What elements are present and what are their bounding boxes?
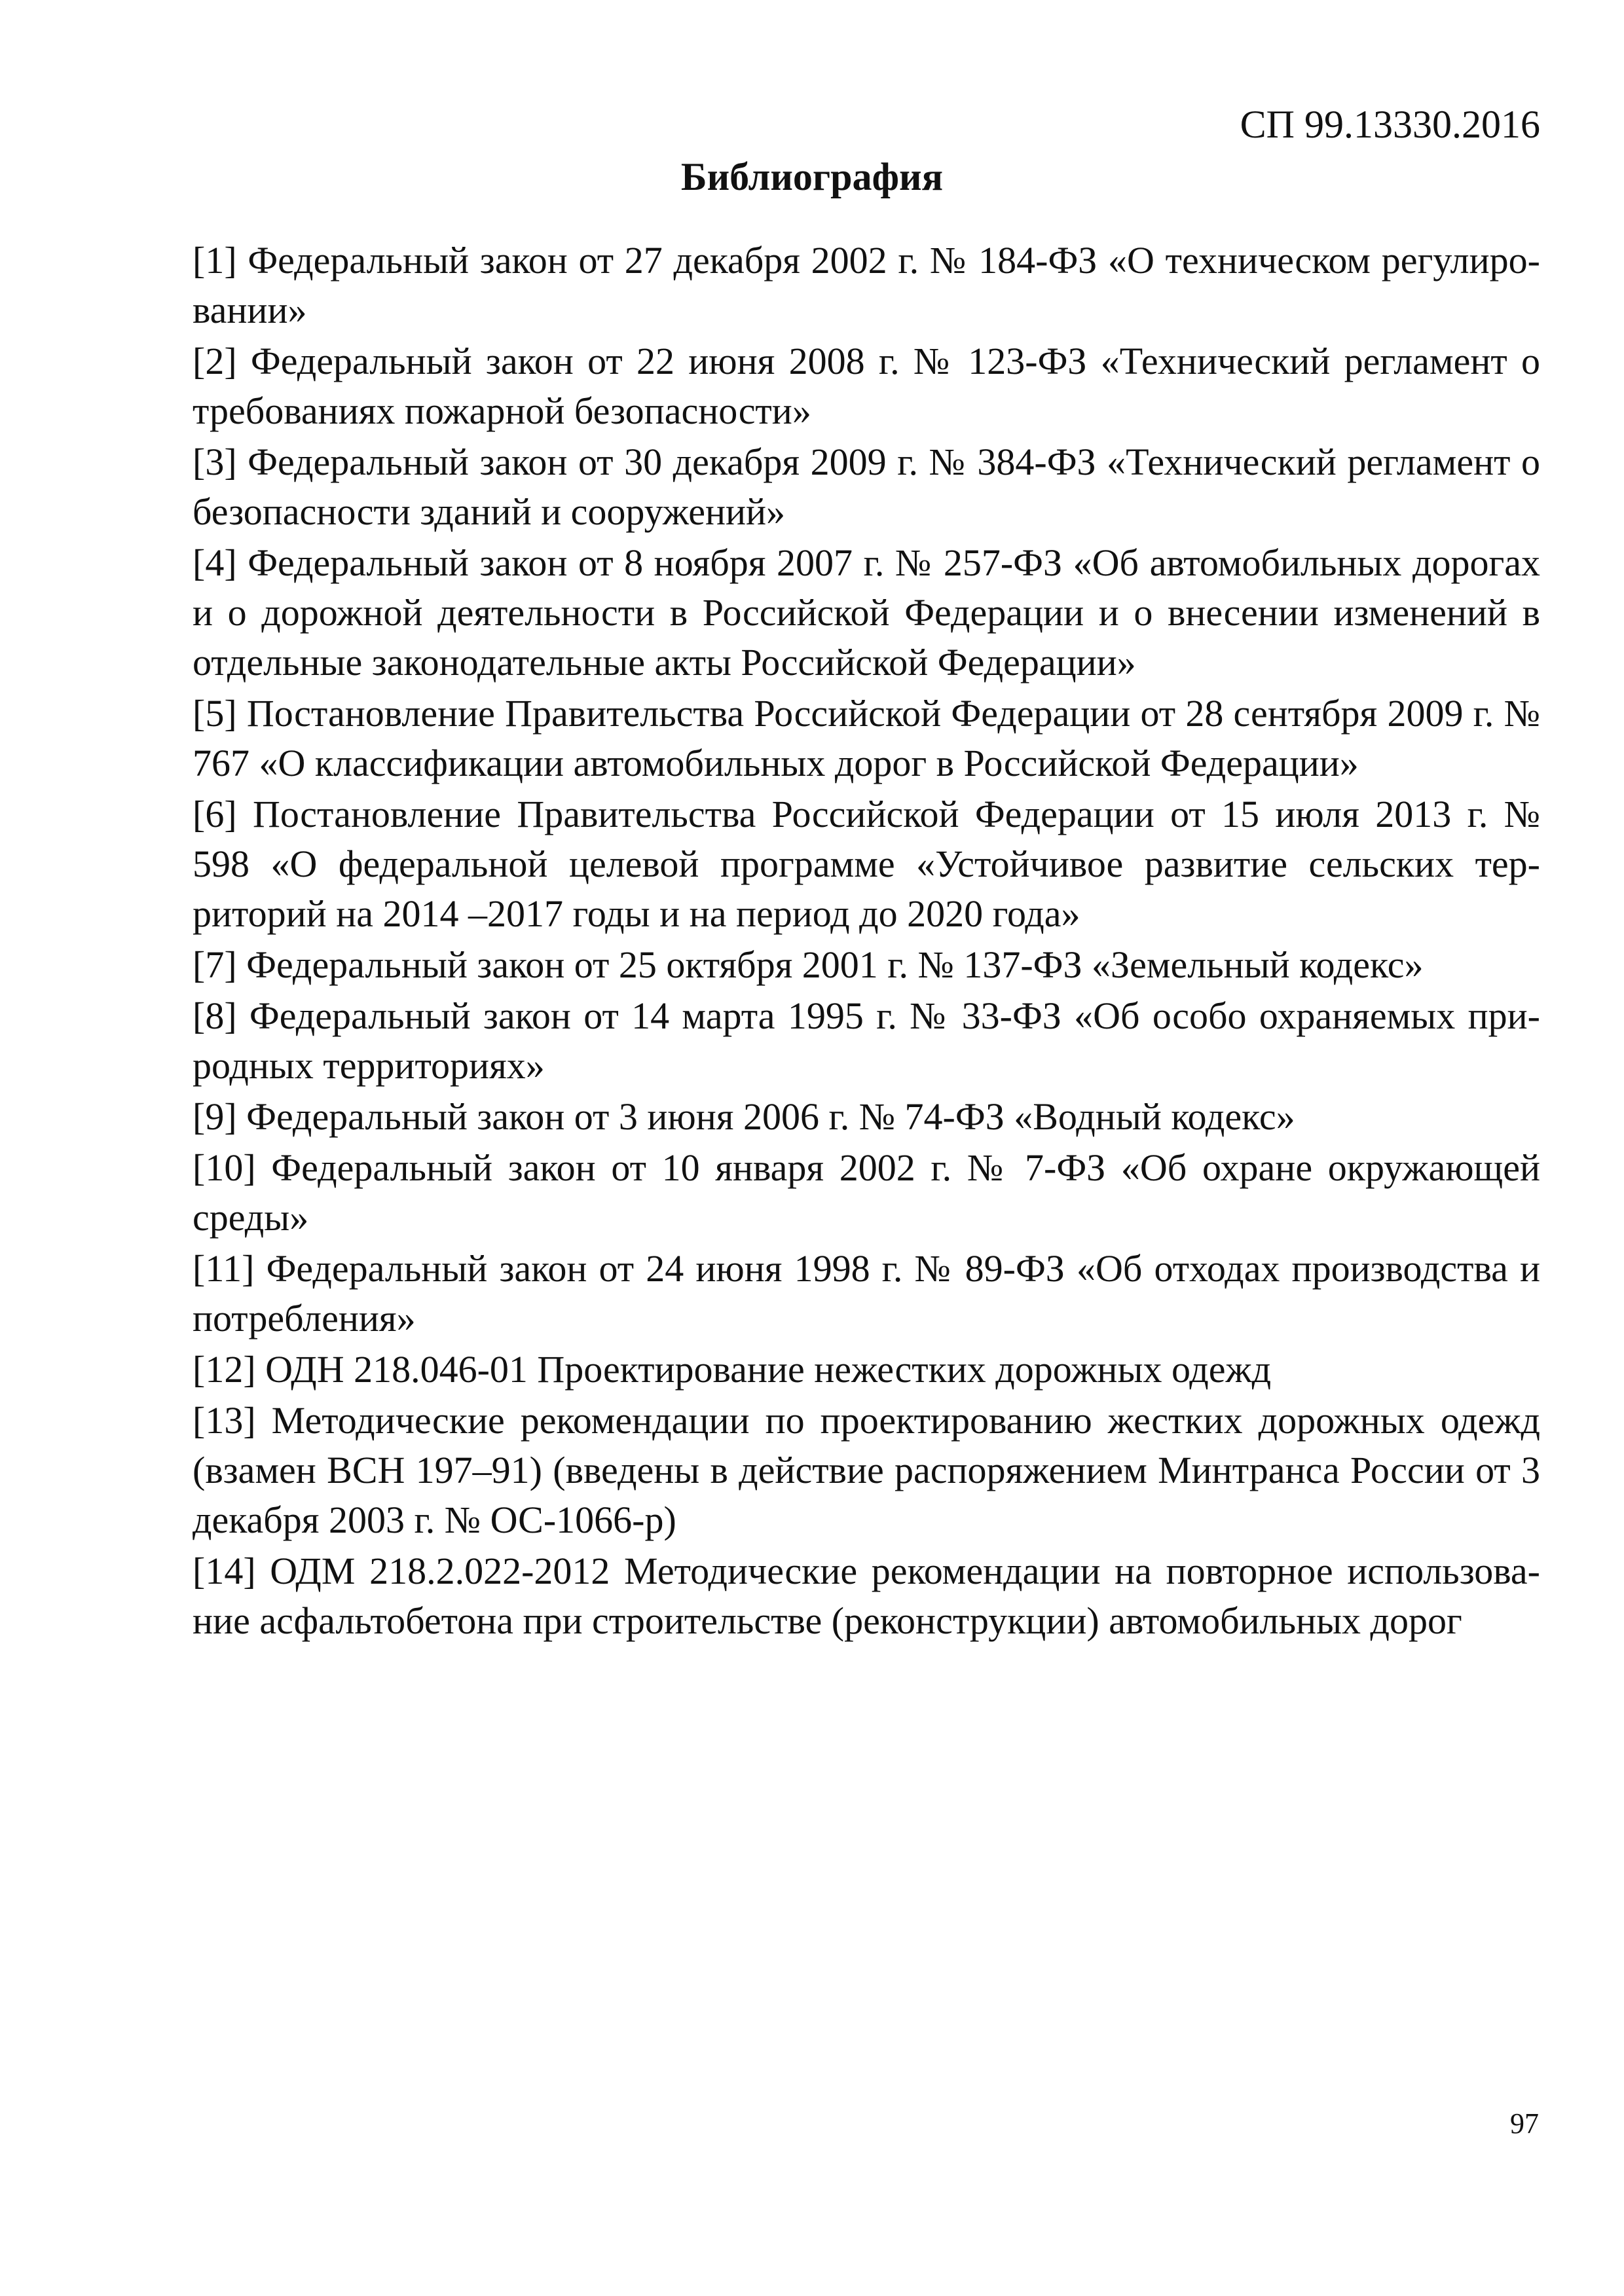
bibliography-entry-14: [14] ОДМ 218.2.022-2012 Методические рекомендации на повторное использование асфальтобетона при строительстве (реконструкции) автомобильных дорог [193,1550,1540,1642]
bibliography-list [193,236,1540,1647]
bibliography-entry-4: [4] Федеральный закон от 8 ноября 2007 г. № 257-ФЗ «Об автомобильных дорогах и о дорожной деятельности в Российской Федерации и о внесении изменений в отдельные законодательные акты Российской Федерации» [193,541,1540,683]
page-title: Библиография [680,155,944,198]
bibliography-entry-5: [5] Постановление Правительства Российской Федерации от 28 сентября 2009 г. № 767 «О классификации автомобильных дорог в Российской Федерации» [193,692,1540,784]
bibliography-entry-11: [11] Федеральный закон от 24 июня 1998 г. № 89-ФЗ «Об отходах производства и потребления» [193,1247,1540,1339]
bibliography-entry-9: [9] Федеральный закон от 3 июня 2006 г. № 74-ФЗ «Водный кодекс» [193,1095,1295,1138]
bibliography-entry-2: [2] Федеральный закон от 22 июня 2008 г. № 123-ФЗ «Технический регламент о требованиях пожарной безопасности» [193,340,1540,432]
bibliography-entry-1: [1] Федеральный закон от 27 декабря 2002 г. № 184-ФЗ «О техническом регулировании» [193,239,1540,331]
page-number: 97 [1510,2107,1539,2140]
bibliography-entry-13: [13] Методические рекомендации по проектированию жестких дорожных одежд (взамен ВСН 197–91) (введены в действие распоряжением Минтранса России от 3 декабря 2003 г. № ОС-1066-р) [193,1399,1540,1541]
bibliography-entry-10: [10] Федеральный закон от 10 января 2002 г. № 7-ФЗ «Об охране окружающей среды» [193,1146,1540,1239]
bibliography-entry-12: [12] ОДН 218.046-01 Проектирование нежестких дорожных одежд [193,1348,1272,1391]
bibliography-entry-8: [8] Федеральный закон от 14 марта 1995 г. № 33-ФЗ «Об особо охраняемых природных территориях» [193,994,1540,1087]
bibliography-entry-7: [7] Федеральный закон от 25 октября 2001 г. № 137-ФЗ «Земельный кодекс» [193,943,1424,986]
bibliography-entry-6: [6] Постановление Правительства Российской Федерации от 15 июля 2013 г. № 598 «О федеральной целевой программе «Устойчивое развитие сельских территорий на 2014 –2017 годы и на период до 2020 года» [193,793,1540,935]
bibliography-entry-3: [3] Федеральный закон от 30 декабря 2009 г. № 384-ФЗ «Технический регламент о безопасности зданий и сооружений» [193,441,1540,533]
document-code: СП 99.13330.2016 [1240,103,1540,146]
